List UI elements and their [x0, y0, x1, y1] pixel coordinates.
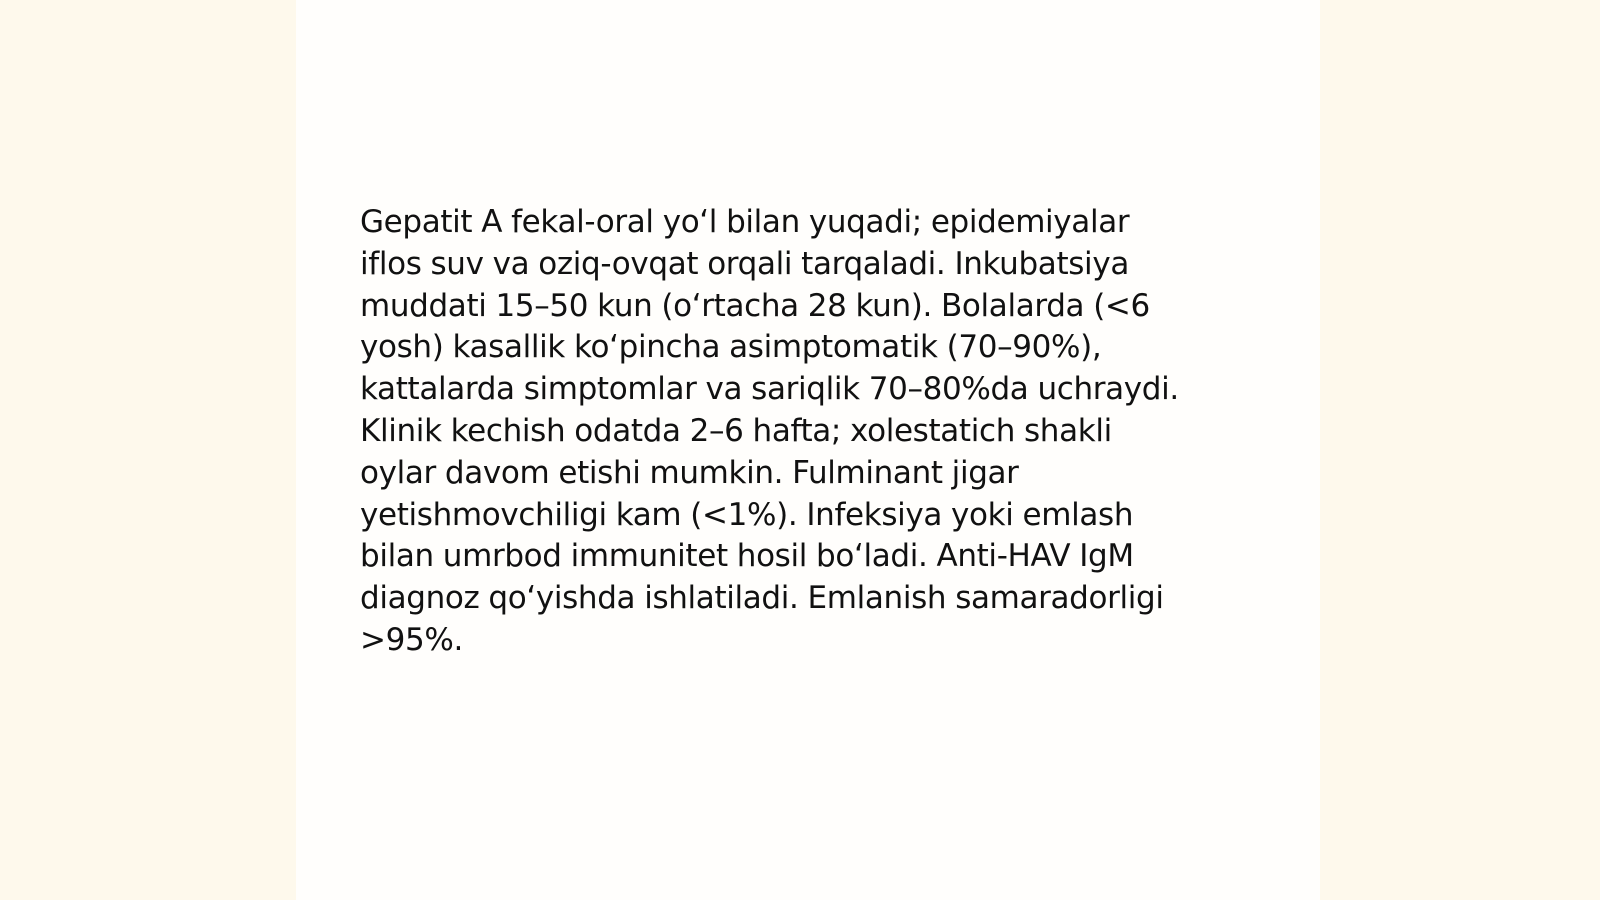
text-line: yosh) kasallik koʻpincha asimptomatik (70–90%),	[360, 329, 1102, 366]
text-line: Klinik kechish odatda 2–6 hafta; xolestatich shakli	[360, 412, 1112, 449]
text-line: bilan umrbod immunitet hosil boʻladi. Anti-HAV IgM	[360, 538, 1134, 575]
text-line: >95%.	[360, 621, 463, 658]
slide-page	[296, 0, 1320, 900]
text-line: iflos suv va oziq-ovqat orqali tarqaladi. Inkubatsiya	[360, 245, 1129, 282]
text-line: yetishmovchiligi kam (<1%). Infeksiya yoki emlash	[360, 496, 1134, 533]
text-line: diagnoz qoʻyishda ishlatiladi. Emlanish samaradorligi	[360, 580, 1164, 617]
text-line: muddati 15–50 kun (oʻrtacha 28 kun). Bolalarda (<6	[360, 287, 1150, 324]
slide-body-text	[360, 202, 1260, 662]
text-line: kattalarda simptomlar va sariqlik 70–80%da uchraydi.	[360, 371, 1179, 408]
text-line: Gepatit A fekal-oral yoʻl bilan yuqadi; epidemiyalar	[360, 204, 1130, 240]
text-line: oylar davom etishi mumkin. Fulminant jigar	[360, 454, 1019, 491]
